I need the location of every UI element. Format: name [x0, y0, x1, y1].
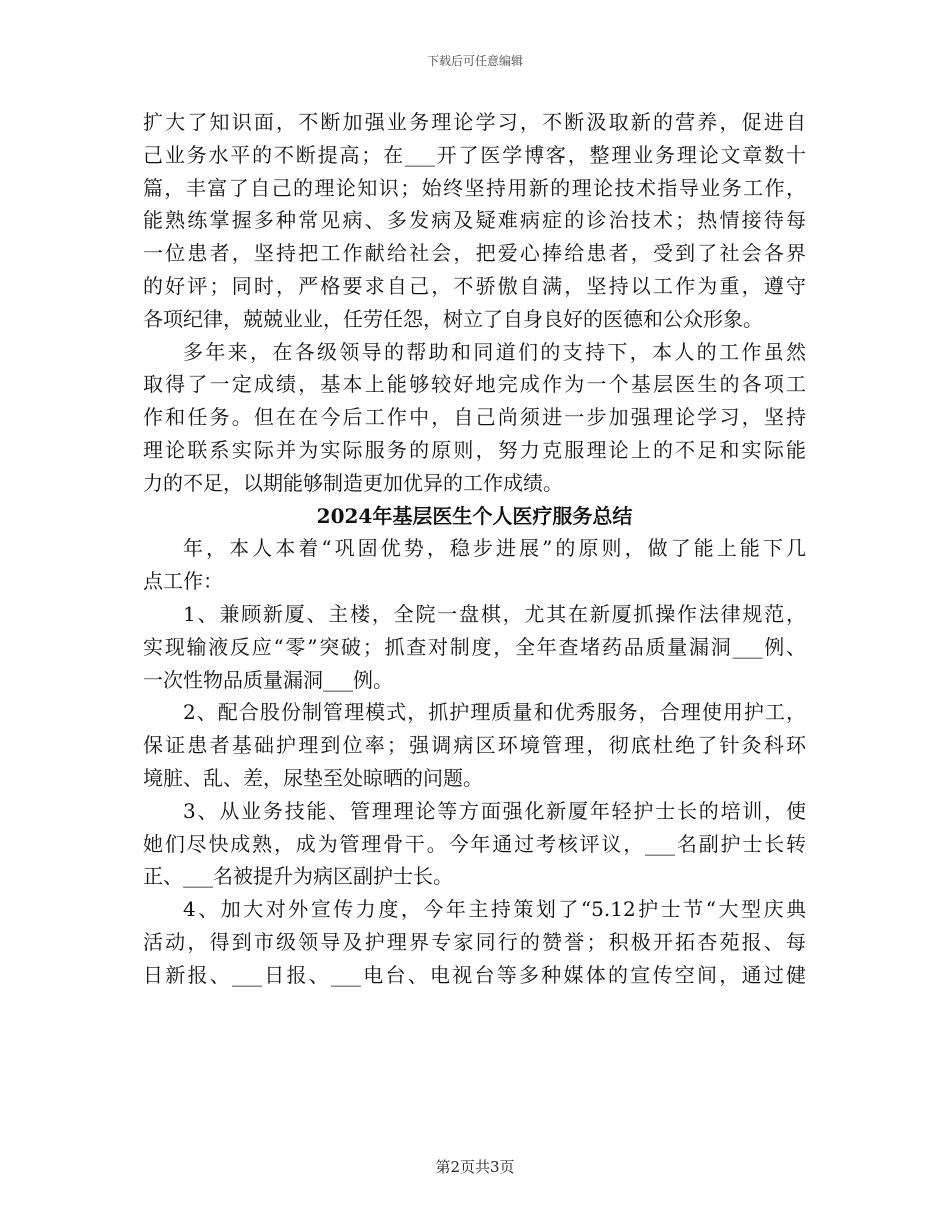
- text-line: 扩大了知识面，不断加强业务理论学习，不断汲取新的营养，促进自: [143, 110, 806, 134]
- text-line: 境脏、乱、差，尿垫至处晾晒的问题。: [143, 765, 483, 790]
- text-line: 3、从业务技能、管理理论等方面强化新厦年轻护士长的培训，使: [183, 798, 806, 823]
- text-line: 4、加大对外宣传力度，今年主持策划了“5.12护士节“大型庆典: [183, 897, 806, 922]
- paragraph-2: [143, 336, 806, 500]
- text-line: 正、___名被提升为病区副护士长。: [143, 864, 453, 889]
- text-line: 理论联系实际并为实际服务的原则，努力克服理论上的不足和实际能: [143, 437, 806, 462]
- section-title: 2024年基层医生个人医疗服务总结: [316, 503, 633, 528]
- text-line: 各项纪律，兢兢业业，任劳任怨，树立了自身良好的医德和公众形象。: [143, 306, 763, 331]
- text-line: 己业务水平的不断提高；在___开了医学博客，整理业务理论文章数十: [143, 142, 806, 167]
- text-line: 能熟练掌握多种常见病、多发病及疑难病症的诊治技术；热情接待每: [143, 208, 806, 233]
- document-body: [143, 106, 806, 992]
- paragraph-3: [143, 532, 806, 598]
- paragraph-6: [143, 795, 806, 893]
- text-line: 一位患者，坚持把工作献给社会，把爱心捧给患者，受到了社会各界: [143, 241, 806, 266]
- text-line: 年，本人本着“巩固优势，稳步进展”的原则，做了能上能下几: [183, 536, 806, 561]
- text-line: 日新报、___日报、___电台、电视台等多种媒体的宣传空间，通过健: [143, 962, 806, 987]
- page-header: 下载后可任意编辑: [426, 54, 523, 68]
- text-line: 取得了一定成绩，基本上能够较好地完成作为一个基层医生的各项工: [143, 372, 806, 397]
- paragraph-4: [143, 598, 806, 696]
- paragraph-5: [143, 696, 806, 794]
- paragraph-1: [143, 106, 806, 336]
- text-line: 的好评；同时，严格要求自己，不骄傲自满，坚持以工作为重，遵守: [143, 273, 806, 298]
- page-number: 第2页共3页: [435, 1158, 515, 1176]
- text-line: 1、兼顾新厦、主楼，全院一盘棋，尤其在新厦抓操作法律规范，: [183, 601, 806, 626]
- text-line: 力的不足，以期能够制造更加优异的工作成绩。: [143, 470, 563, 495]
- text-line: 篇，丰富了自己的理论知识；始终坚持用新的理论技术指导业务工作，: [143, 175, 806, 200]
- text-line: 保证患者基础护理到位率；强调病区环境管理，彻底杜绝了针灸科环: [143, 733, 806, 758]
- text-line: 活动，得到市级领导及护理界专家同行的赞誉；积极开拓杏苑报、每: [143, 929, 806, 954]
- text-line: 2、配合股份制管理模式，抓护理质量和优秀服务，合理使用护工，: [183, 700, 806, 725]
- paragraph-7: [143, 893, 806, 991]
- text-line: 实现输液反应“零”突破；抓查对制度，全年查堵药品质量漏洞___例、: [143, 634, 806, 659]
- text-line: 多年来，在各级领导的帮助和同道们的支持下，本人的工作虽然: [183, 339, 806, 364]
- text-line: 她们尽快成熟，成为管理骨干。今年通过考核评议，___名副护士长转: [143, 831, 806, 856]
- text-line: 点工作：: [143, 569, 223, 594]
- text-line: 一次性物品质量漏洞___例。: [143, 667, 393, 692]
- text-line: 作和任务。但在在今后工作中，自己尚须进一步加强理论学习，坚持: [143, 405, 806, 430]
